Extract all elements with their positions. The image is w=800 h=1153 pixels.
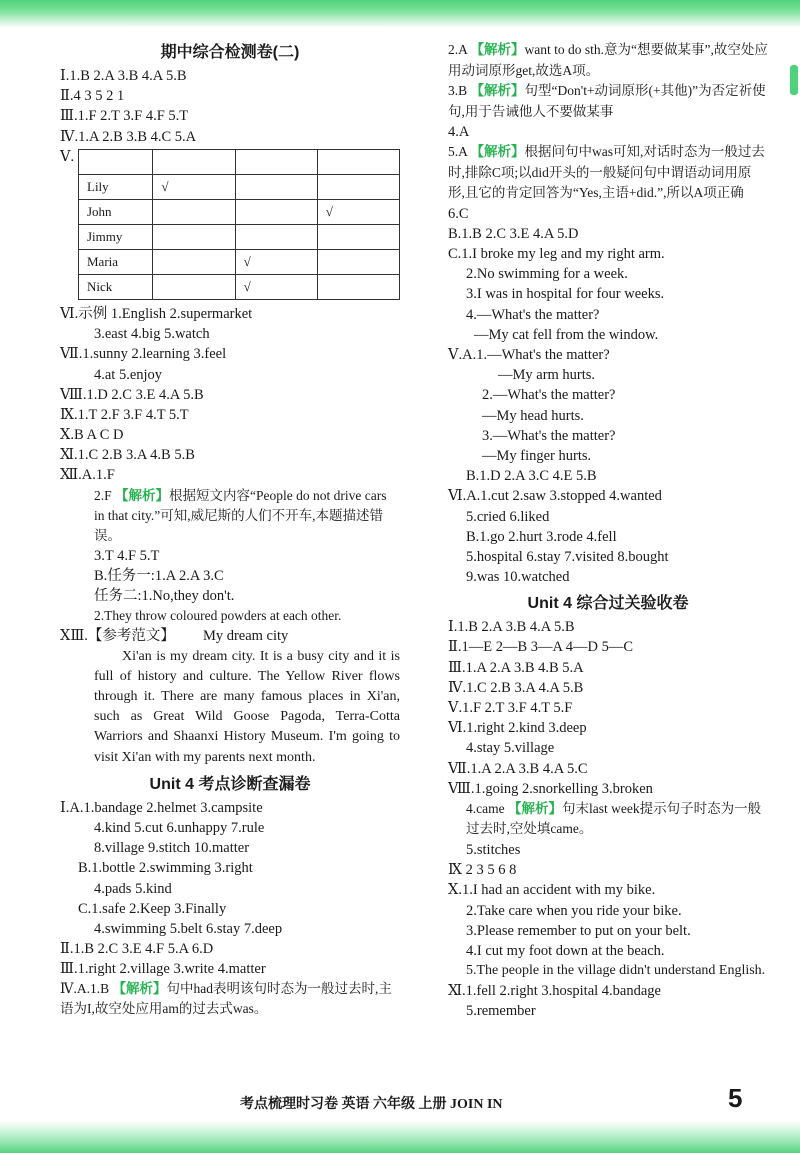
section-title: Unit 4 综合过关验收卷 bbox=[527, 595, 689, 613]
essay-text: Xi'an is my dream city. It is a busy city and it is full of history and culture. The Yellow River flows through it. There are many famous places in Xi'an, such as Great Wild Goose Pagoda, Terra-Cotta Warriors and Shaanxi History Museum. I'm going to visit Xi'an with my parents next month. bbox=[94, 648, 400, 765]
table-cell: Nick bbox=[79, 274, 153, 299]
analysis-tag: 【解析】 bbox=[470, 42, 525, 57]
answer-line: 2.They throw coloured powders at each other. bbox=[94, 608, 342, 624]
answer-line: 3.T 4.F 5.T bbox=[94, 547, 160, 564]
answer-line: 5.The people in the village didn't understand English. bbox=[466, 963, 766, 979]
answer-line: 任务二:1.No,they don't. bbox=[94, 588, 235, 604]
answer-line: 6.C bbox=[448, 205, 469, 222]
explanation-block bbox=[448, 81, 768, 122]
answer-line: Ⅺ.1.fell 2.right 3.hospital 4.bandage bbox=[448, 983, 661, 1000]
check-mark bbox=[153, 224, 235, 249]
analysis-text: 句末last week提示句子时态为一般过去时,空处填came。 bbox=[466, 800, 762, 837]
answer-line: Ⅷ.1.D 2.C 3.E 4.A 5.B bbox=[60, 386, 204, 403]
analysis-tag: 【解析】 bbox=[470, 144, 525, 160]
page-edge-tab bbox=[790, 65, 798, 95]
answer-line: Ⅶ.1.A 2.A 3.B 4.A 5.C bbox=[448, 760, 588, 777]
check-mark bbox=[235, 224, 317, 249]
answer-line: Ⅱ.1—E 2—B 3—A 4—D 5—C bbox=[448, 639, 634, 656]
answer-line: 5.hospital 6.stay 7.visited 8.bought bbox=[466, 548, 669, 565]
answer-line: 2.Take care when you ride your bike. bbox=[466, 902, 682, 919]
answer-line: B.1.B 2.C 3.E 4.A 5.D bbox=[448, 225, 579, 242]
answer-line: Ⅴ.1.F 2.T 3.F 4.T 5.F bbox=[448, 700, 573, 716]
check-mark bbox=[317, 174, 399, 199]
essay-title: My dream city bbox=[202, 628, 289, 645]
essay-header bbox=[60, 626, 400, 646]
check-mark: √ bbox=[153, 174, 235, 199]
answer-table bbox=[78, 149, 400, 300]
section-title: 期中综合检测卷(二) bbox=[160, 44, 300, 61]
answer-line: Ⅵ.示例 1.English 2.supermarket bbox=[60, 305, 253, 322]
table-row bbox=[79, 199, 400, 224]
answer-prefix: 2.F bbox=[94, 487, 116, 503]
table-row bbox=[79, 174, 400, 199]
answer-line: 4.stay 5.village bbox=[466, 740, 555, 757]
check-mark: √ bbox=[317, 199, 399, 224]
answer-line: Ⅶ.1.sunny 2.learning 3.feel bbox=[60, 346, 227, 363]
analysis-tag: 【解析】 bbox=[470, 83, 525, 98]
answer-line: —My arm hurts. bbox=[498, 367, 596, 384]
answer-prefix: Ⅳ.A.1.B bbox=[60, 981, 113, 997]
answer-line: 4.—What's the matter? bbox=[466, 306, 600, 323]
bottom-decorative-band bbox=[0, 1121, 800, 1153]
answer-prefix: 3.B bbox=[448, 83, 471, 98]
answer-line: 2.—What's the matter? bbox=[482, 387, 616, 404]
answer-line: 3.east 4.big 5.watch bbox=[94, 326, 210, 343]
page-number: 5 bbox=[728, 1083, 743, 1113]
answer-line: Ⅰ.1.B 2.A 3.B 4.A 5.B bbox=[60, 68, 187, 84]
analysis-tag: 【解析】 bbox=[507, 800, 562, 816]
left-column bbox=[60, 40, 400, 1019]
answer-line: Ⅰ.A.1.bandage 2.helmet 3.campsite bbox=[60, 799, 263, 816]
answer-line: Ⅵ.A.1.cut 2.saw 3.stopped 4.wanted bbox=[448, 488, 662, 505]
answer-prefix: 5.A bbox=[448, 144, 471, 160]
answer-line: —My finger hurts. bbox=[482, 447, 592, 464]
analysis-tag: 【解析】 bbox=[112, 981, 167, 997]
answer-line: Ⅳ.1.A 2.B 3.B 4.C 5.A bbox=[60, 128, 197, 145]
answer-line: 4.pads 5.kind bbox=[94, 880, 172, 897]
answer-line: Ⅳ.1.C 2.B 3.A 4.A 5.B bbox=[448, 679, 584, 696]
answer-line: 5.stitches bbox=[466, 841, 521, 858]
analysis-text: want to do sth.意为“想要做某事”,故空处应用动词原形get,故选A项。 bbox=[448, 42, 768, 78]
answer-line: Ⅸ.1.T 2.F 3.F 4.T 5.T bbox=[60, 406, 189, 423]
answer-line: —My head hurts. bbox=[482, 407, 584, 424]
table-row bbox=[79, 274, 400, 299]
check-mark bbox=[235, 174, 317, 199]
footer-text: 考点梳理时习卷 英语 六年级 上册 JOIN IN bbox=[240, 1097, 503, 1112]
analysis-text: 句型“Don't+动词原形(+其他)”为否定祈使句,用于告诫他人不要做某事 bbox=[448, 83, 766, 119]
answer-line: Ⅲ.1.A 2.A 3.B 4.B 5.A bbox=[448, 659, 584, 676]
analysis-text: 根据问句中was可知,对话时态为一般过去时,排除C项;以did开头的一般疑问句中谓语动词用原形,且它的肯定回答为“Yes,主语+did.”,所以A项正确 bbox=[448, 144, 765, 201]
check-mark: √ bbox=[235, 249, 317, 274]
check-mark bbox=[153, 249, 235, 274]
answer-line: C.1.I broke my leg and my right arm. bbox=[448, 246, 665, 263]
table-cell: Jimmy bbox=[79, 224, 153, 249]
answer-line: 3.Please remember to put on your belt. bbox=[466, 922, 691, 939]
section-title: Unit 4 考点诊断查漏卷 bbox=[149, 775, 311, 793]
check-mark: √ bbox=[235, 274, 317, 299]
answer-line: 4.swimming 5.belt 6.stay 7.deep bbox=[94, 920, 283, 937]
answer-line: 9.was 10.watched bbox=[466, 569, 570, 586]
answer-line: Ⅰ.1.B 2.A 3.B 4.A 5.B bbox=[448, 619, 575, 636]
answer-prefix: 4.came bbox=[466, 800, 508, 816]
check-mark bbox=[235, 199, 317, 224]
answer-line: B.1.go 2.hurt 3.rode 4.fell bbox=[466, 528, 617, 545]
answer-line: Ⅲ.1.F 2.T 3.F 4.F 5.T bbox=[60, 108, 189, 125]
table-cell: Maria bbox=[79, 249, 153, 274]
answer-line: Ⅸ 2 3 5 6 8 bbox=[448, 862, 517, 879]
answer-line: 4.A bbox=[448, 124, 470, 140]
analysis-text: 句中had表明该句时态为一般过去时,主语为I,故空处应用am的过去式was。 bbox=[60, 981, 392, 1017]
answer-line: 3.I was in hospital for four weeks. bbox=[466, 286, 665, 303]
answer-line: Ⅴ.A.1.—What's the matter? bbox=[448, 347, 610, 363]
answer-line: Ⅱ.1.B 2.C 3.E 4.F 5.A 6.D bbox=[60, 941, 214, 958]
answer-line: 3.—What's the matter? bbox=[482, 427, 616, 444]
check-mark bbox=[153, 274, 235, 299]
answer-line: Ⅻ.A.1.F bbox=[60, 467, 115, 484]
answer-line: 5.cried 6.liked bbox=[466, 508, 550, 525]
top-decorative-band bbox=[0, 0, 800, 28]
answer-line: B.1.bottle 2.swimming 3.right bbox=[78, 860, 253, 877]
answer-line: 5.remember bbox=[466, 1003, 536, 1020]
check-mark bbox=[317, 224, 399, 249]
analysis-text: 根据短文内容“People do not drive cars in that city.”可知,威尼斯的人们不开车,本题描述错误。 bbox=[94, 487, 387, 543]
answer-line: 4.kind 5.cut 6.unhappy 7.rule bbox=[94, 819, 265, 836]
answer-line: Ⅷ.1.going 2.snorkelling 3.broken bbox=[448, 780, 653, 797]
answer-line: Ⅹ.1.I had an accident with my bike. bbox=[448, 882, 656, 899]
right-column bbox=[448, 40, 768, 1022]
explanation-block bbox=[60, 979, 400, 1019]
analysis-tag: 【解析】 bbox=[115, 487, 170, 503]
answer-prefix: 2.A bbox=[448, 42, 471, 57]
answer-line: 8.village 9.stitch 10.matter bbox=[94, 840, 250, 857]
explanation-block bbox=[60, 486, 400, 546]
answer-line: Ⅹ.B A C D bbox=[60, 427, 124, 444]
explanation-block bbox=[448, 799, 768, 840]
explanation-block bbox=[448, 142, 768, 204]
answer-line: Ⅱ.4 3 5 2 1 bbox=[60, 88, 125, 105]
table-cell: Lily bbox=[79, 174, 153, 199]
answer-line: Ⅴ. bbox=[60, 148, 75, 165]
table-row bbox=[79, 224, 400, 249]
table-row bbox=[79, 249, 400, 274]
answer-line: B.1.D 2.A 3.C 4.E 5.B bbox=[466, 468, 597, 485]
check-mark bbox=[153, 199, 235, 224]
answer-line: 4.at 5.enjoy bbox=[94, 366, 163, 383]
answer-line: 2.No swimming for a week. bbox=[466, 266, 628, 283]
answer-line: Ⅲ.1.right 2.village 3.write 4.matter bbox=[60, 961, 266, 978]
table-cell: John bbox=[79, 199, 153, 224]
answer-line: 4.I cut my foot down at the beach. bbox=[466, 942, 665, 959]
answer-line: Ⅵ.1.right 2.kind 3.deep bbox=[448, 720, 587, 737]
essay-label: ⅩⅢ.【参考范文】 bbox=[60, 628, 175, 645]
answer-line: C.1.safe 2.Keep 3.Finally bbox=[78, 900, 227, 917]
explanation-block bbox=[448, 40, 768, 81]
answer-line: B.任务一:1.A 2.A 3.C bbox=[94, 567, 224, 584]
check-mark bbox=[317, 249, 399, 274]
check-mark bbox=[317, 274, 399, 299]
answer-line: —My cat fell from the window. bbox=[474, 326, 659, 343]
answer-line: Ⅺ.1.C 2.B 3.A 4.B 5.B bbox=[60, 447, 195, 464]
